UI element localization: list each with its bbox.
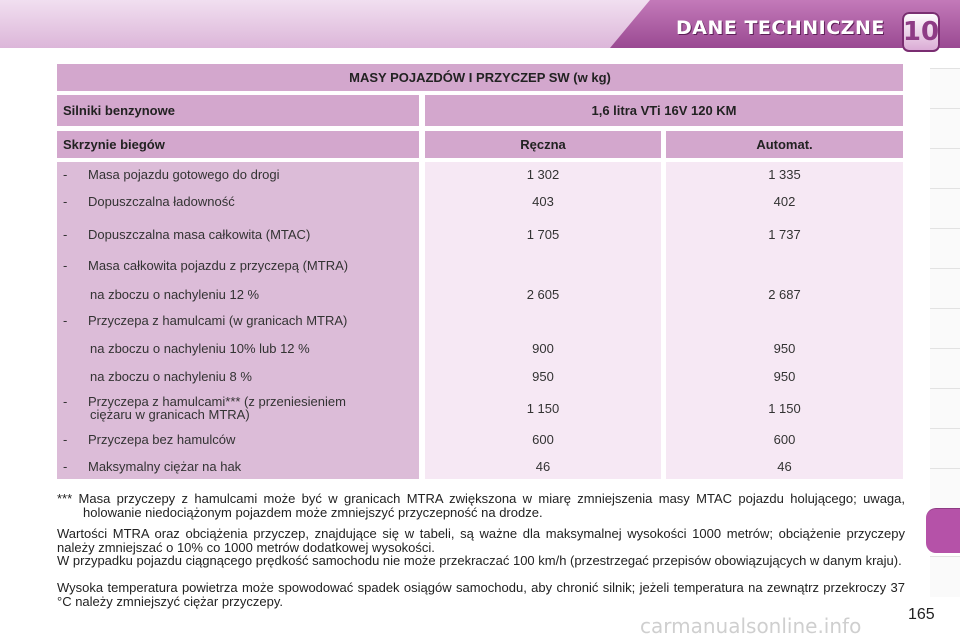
chapter-tab[interactable] — [930, 268, 960, 309]
chapter-tabs — [930, 68, 960, 598]
engine-value: 1,6 litra VTi 16V 120 KM — [425, 95, 903, 126]
row-dash: - — [63, 313, 68, 328]
engine-label: Silniki benzynowe — [57, 95, 419, 126]
chapter-tab[interactable] — [930, 388, 960, 429]
auto-column — [666, 162, 903, 479]
auto-value: 600 — [773, 432, 796, 447]
chapter-badge: 10 — [902, 12, 940, 52]
auto-value: 2 687 — [768, 287, 801, 302]
watermark: carmanualsonline.info — [640, 614, 862, 638]
chapter-tab[interactable] — [930, 188, 960, 229]
row-label: ciężaru w granicach MTRA) — [90, 407, 250, 422]
row-label: na zboczu o nachyleniu 10% lub 12 % — [90, 341, 310, 356]
engine-row — [57, 95, 903, 126]
table-title-row — [57, 64, 903, 91]
chapter-tab[interactable] — [930, 228, 960, 269]
note-speed: W przypadku pojazdu ciągnącego prędkość samochodu nie może przekraczać 100 km/h (przestrzegać przepisów obowiązujących w danym kraju). — [57, 553, 902, 568]
auto-value: 1 737 — [768, 227, 801, 242]
manual-value: 1 705 — [526, 227, 560, 242]
row-label: Masa pojazdu gotowego do drogi — [88, 167, 280, 182]
row-label: Przyczepa z hamulcami*** (z przeniesieniem — [88, 394, 346, 409]
manual-value: 600 — [532, 432, 554, 447]
manual-value: 950 — [532, 369, 554, 384]
row-dash: - — [63, 167, 68, 182]
manual-value: 900 — [532, 341, 554, 356]
row-dash: - — [63, 258, 68, 273]
page-number: 165 — [908, 606, 935, 623]
label-column — [57, 162, 419, 479]
chapter-tab[interactable] — [930, 148, 960, 189]
row-label: Dopuszczalna ładowność — [88, 194, 235, 209]
chapter-tab[interactable] — [930, 468, 960, 509]
row-dash: - — [63, 227, 68, 242]
gearbox-manual: Ręczna — [425, 131, 661, 158]
row-label: Maksymalny ciężar na hak — [88, 459, 242, 474]
row-label: Przyczepa bez hamulców — [88, 432, 236, 447]
chapter-tab[interactable] — [930, 68, 960, 109]
auto-value: 402 — [773, 194, 796, 209]
chapter-tab[interactable] — [930, 428, 960, 469]
manual-value: 46 — [535, 459, 551, 474]
row-dash: - — [63, 194, 68, 209]
row-label: na zboczu o nachyleniu 12 % — [90, 287, 260, 302]
gearbox-auto: Automat. — [666, 131, 903, 158]
chapter-tab[interactable] — [930, 556, 960, 597]
row-dash: - — [63, 394, 68, 409]
auto-value: 950 — [773, 341, 796, 356]
chapter-tab[interactable] — [930, 308, 960, 349]
footnote: *** Masa przyczepy z hamulcami może być w granicach MTRA zwiększona w miarę zmniejszenia masy MTAC pojazdu holującego; uwaga, holowanie niedociążonym pojazdem może zmniejszyć przyczepność na drodze. — [57, 491, 905, 520]
manual-value: 1 302 — [526, 167, 560, 182]
auto-value: 1 335 — [768, 167, 801, 182]
gearbox-label: Skrzynie biegów — [57, 131, 419, 158]
row-label: na zboczu o nachyleniu 8 % — [90, 369, 252, 384]
manual-value: 1 150 — [526, 401, 560, 416]
page-title: DANE TECHNICZNE — [676, 17, 885, 39]
row-label: Przyczepa z hamulcami (w granicach MTRA) — [88, 313, 348, 328]
gearbox-row — [57, 131, 903, 158]
auto-value: 950 — [773, 369, 796, 384]
row-dash: - — [63, 459, 68, 474]
chapter-tab[interactable] — [930, 348, 960, 389]
note-altitude: Wartości MTRA oraz obciążenia przyczep, znajdujące się w tabeli, są ważne dla maksymalnej wysokości 1000 metrów; obciążenie przyczepy należy zmniejszać o 10% co 1000 metrów dodatkowej wysokości. — [57, 526, 905, 555]
auto-value: 46 — [777, 459, 792, 474]
auto-value: 1 150 — [768, 401, 801, 416]
chapter-tab[interactable] — [930, 108, 960, 149]
manual-value: 2 605 — [526, 287, 560, 302]
chapter-tab-active[interactable] — [926, 508, 960, 553]
row-dash: - — [63, 432, 68, 447]
manual-value: 403 — [532, 194, 554, 209]
row-label: Masa całkowita pojazdu z przyczepą (MTRA) — [88, 258, 349, 273]
table-title: MASY POJAZDÓW I PRZYCZEP SW (w kg) — [349, 70, 611, 85]
manual-column — [425, 162, 661, 479]
note-temperature: Wysoka temperatura powietrza może spowodować spadek osiągów samochodu, aby chronić silnik; jeżeli temperatura na zewnątrz przekroczy 37 °C należy zmniejszyć ciężar przyczepy. — [57, 580, 905, 609]
row-label: Dopuszczalna masa całkowita (MTAC) — [88, 227, 311, 242]
